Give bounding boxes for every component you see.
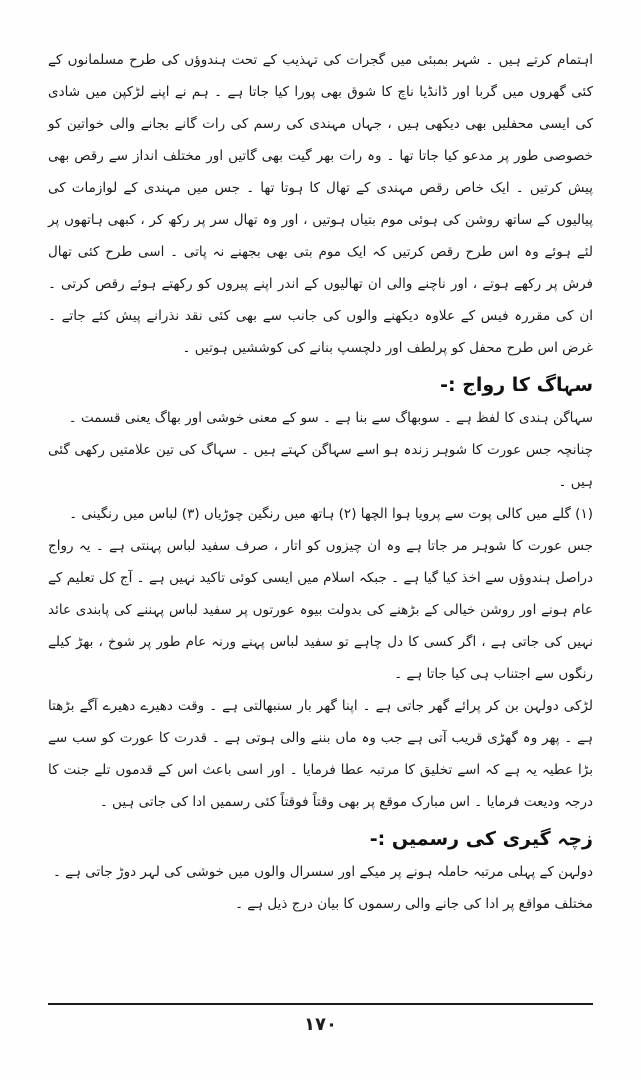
paragraph-suhaag-list: (۱) گلے میں کالی پوت سے پرویا ہوا الچھا (۲) ہاتھ میں رنگین چوڑیاں (۳) لباس میں رنگینی ۔ xyxy=(69,506,593,522)
section-heading-zachagiri: زچہ گیری کی رسمیں :- xyxy=(369,828,593,850)
page-body xyxy=(48,44,593,920)
page-number: ۱۷۰ xyxy=(304,1014,337,1035)
section-heading-suhaag: سہاگ کا رواج :- xyxy=(440,374,593,396)
paragraph-motherhood: لڑکی دولہن بن کر پرائے گھر جاتی ہے ۔ اپنا گھر بار سنبھالتی ہے ۔ وقت دھیرے دھیرے آگے بڑھتا ہے ۔ پھر وہ گھڑی قریب آتی ہے جب وہ ماں بننے والی ہوتی ہے ۔ قدرت کا عورت کو سب سے بڑا عطیہ یہ ہے کہ اسے تخلیق کا مرتبہ عطا فرمایا ۔ اور اسی باعث اس کے قدموں تلے جنت کا درجہ ودیعت فرمایا ۔ اس مبارک موقع پر بھی وقتاً فوقتاً کئی رسمیں ادا کی جاتی ہیں ۔ xyxy=(48,698,593,810)
paragraph-mehndi-dance: اہتمام کرتے ہیں ۔ شہر بمبئی میں گجرات کی تہذیب کے تحت ہندوؤں کی طرح مسلمانوں کے کئی گھروں میں گربا اور ڈانڈیا ناچ کا شوق بھی پورا کیا جاتا ہے ۔ ہم نے اپنے لڑکپن میں شادی کی ایسی محفلیں بھی دیکھی ہیں ، جہاں مہندی کی رسم کی رات گانے بجانے والی خواتین کو خصوصی طور پر مدعو کیا جاتا تھا ۔ وہ رات بھر گیت بھی گاتیں اور مختلف انداز سے رقص بھی پیش کرتیں ۔ ایک خاص رقص مہندی کے تھال کا ہوتا تھا ۔ جس میں مہندی کے لوازمات کی پیالیوں کے ساتھ روشن کی ہوئی موم بتیاں ہوتیں ، اور وہ تھال سر پر رکھ کر ، کبھی ہاتھوں پر لئے ہوئے وہ اس طرح رقص کرتیں کہ ایک موم بتی بھی بجھنے نہ پاتی ۔ اسی طرح کئی تھال فرش پر رکھے ہوتے ، اور ناچنے والی ان تھالیوں کے اندر اپنے پیروں کو رکھتے ہوئے رقص کرتی ۔ ان کی مقررہ فیس کے علاوہ دیکھنے والوں کی جانب سے بھی کئی نقد نذرانے پیش کئے جاتے ۔ غرض اس طرح محفل کو پرلطف اور دلچسپ بنانے کی کوششیں ہوتیں ۔ xyxy=(48,52,593,356)
paragraph-widow-custom: جس عورت کا شوہر مر جاتا ہے وہ ان چیزوں کو اتار ، صرف سفید لباس پہنتی ہے ۔ یہ رواج دراصل ہندوؤں سے اخذ کیا گیا ہے ۔ جبکہ اسلام میں ایسی کوئی تاکید نہیں ہے ۔ آج کل تعلیم کے عام ہونے اور روشن خیالی کے بڑھنے کی بدولت بیوہ عورتوں پر سفید لباس پہننے کی پابندی عائد نہیں کی جاتی ہے ، اگر کسی کا دل چاہے تو سفید لباس پہنے ورنہ عام طور پر شوخ ، بھڑ کیلے رنگوں سے اجتناب ہی کیا جاتا ہے ۔ xyxy=(48,538,593,682)
paragraph-customs-intro: مختلف مواقع پر ادا کی جانے والی رسموں کا بیان درج ذیل ہے ۔ xyxy=(235,896,593,912)
footer-divider xyxy=(48,1003,593,1005)
paragraph-suhaag-signs: چنانچہ جس عورت کا شوہر زندہ ہو اسے سہاگن کہتے ہیں ۔ سہاگ کی تین علامتیں رکھی گئی ہیں ۔ xyxy=(48,442,593,490)
paragraph-suhaag-meaning: سہاگن ہندی کا لفظ ہے ۔ سوبھاگ سے بنا ہے ۔ سو کے معنی خوشی اور بھاگ یعنی قسمت ۔ xyxy=(68,410,593,426)
paragraph-first-pregnancy: دولہن کے پہلی مرتبہ حاملہ ہونے پر میکے اور سسرال والوں میں خوشی کی لہر دوڑ جاتی ہے ۔ xyxy=(52,864,593,880)
